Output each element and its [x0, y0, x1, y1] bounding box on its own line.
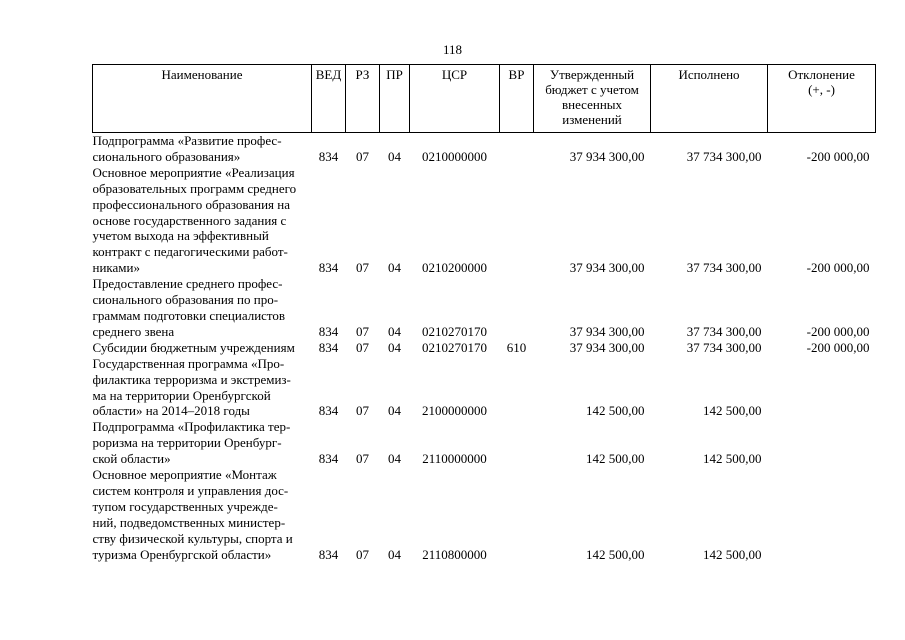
- cell-csr: 0210000000: [422, 148, 487, 164]
- header-executed: Исполнено: [651, 65, 768, 133]
- cell-csr: 2110800000: [422, 546, 487, 562]
- header-csr: ЦСР: [410, 65, 500, 133]
- cell-csr: 2110000000: [422, 451, 487, 467]
- cell-pr: 04: [388, 403, 401, 419]
- header-row: [93, 65, 876, 133]
- cell-name: Основное мероприятие «Реализация образовательных программ среднего профессионального образования на основе государственного задания с учетом выхода на эффективный контракт с педагогическими работ- никами»: [92, 164, 297, 276]
- cell-deviation: -200 000,00: [806, 323, 870, 339]
- cell-csr: 0210200000: [422, 260, 487, 276]
- cell-vr: [500, 133, 534, 165]
- cell-vr: 610: [506, 339, 527, 355]
- cell-ved: 834: [318, 403, 339, 419]
- cell-ved: 834: [318, 451, 339, 467]
- cell-name: Государственная программа «Про- филактика терроризма и экстремиз- ма на территории Оренбургской области» на 2014–2018 годы: [92, 355, 291, 419]
- cell-pr: 04: [388, 260, 401, 276]
- cell-approved: 37 934 300,00: [569, 323, 645, 339]
- table-row: [93, 419, 876, 467]
- cell-csr: 0210270170: [422, 323, 487, 339]
- header-pr: ПР: [380, 65, 410, 133]
- cell-deviation: -200 000,00: [806, 260, 870, 276]
- cell-rz: 07: [356, 546, 369, 562]
- cell-rz: 07: [356, 148, 369, 164]
- cell-executed: 37 734 300,00: [686, 260, 762, 276]
- cell-ved: 834: [318, 260, 339, 276]
- cell-pr: 04: [388, 339, 401, 355]
- cell-executed: 37 734 300,00: [686, 323, 762, 339]
- header-rz: РЗ: [346, 65, 380, 133]
- cell-deviation: [768, 356, 876, 420]
- header-vr: ВР: [500, 65, 534, 133]
- cell-csr: 0210270170: [422, 339, 487, 355]
- cell-deviation: [768, 467, 876, 562]
- header-ved: ВЕД: [312, 65, 346, 133]
- cell-rz: 07: [356, 339, 369, 355]
- cell-name: Предоставление среднего профес- сионального образования по про- граммам подготовки специалистов среднего звена: [92, 276, 286, 339]
- cell-ved: 834: [318, 323, 339, 339]
- cell-vr: [500, 356, 534, 420]
- budget-table: [92, 64, 876, 562]
- cell-name: Основное мероприятие «Монтаж систем контроля и управления дос- тупом государственных учрежде- ний, подведомственных министер- ству физической культуры, спорта и туризма Оренбургской области»: [92, 467, 293, 562]
- cell-executed: 37 734 300,00: [686, 339, 762, 355]
- cell-pr: 04: [388, 323, 401, 339]
- table-header: [93, 65, 876, 133]
- table-row: [93, 467, 876, 562]
- cell-pr: 04: [388, 451, 401, 467]
- cell-ved: 834: [318, 339, 339, 355]
- cell-pr: 04: [388, 546, 401, 562]
- cell-deviation: -200 000,00: [806, 148, 870, 164]
- cell-executed: 142 500,00: [703, 546, 762, 562]
- cell-approved: 37 934 300,00: [569, 339, 645, 355]
- table-row: [93, 276, 876, 340]
- cell-name: Субсидии бюджетным учреждениям: [92, 339, 295, 355]
- cell-approved: 142 500,00: [586, 403, 645, 419]
- cell-name: Подпрограмма «Развитие профес- сионального образования»: [92, 133, 282, 164]
- page-number: 118: [442, 42, 463, 57]
- header-approved: Утвержденный бюджет с учетом внесенных изменений: [534, 65, 651, 133]
- header-name: Наименование: [93, 65, 312, 133]
- table-row: [93, 340, 876, 356]
- table-body: [93, 133, 876, 563]
- cell-pr: 04: [388, 148, 401, 164]
- table-row: [93, 133, 876, 165]
- table-row: [93, 356, 876, 420]
- cell-ved: 834: [318, 148, 339, 164]
- cell-approved: 142 500,00: [586, 546, 645, 562]
- cell-vr: [500, 276, 534, 340]
- cell-csr: 2100000000: [422, 403, 487, 419]
- cell-rz: 07: [356, 323, 369, 339]
- cell-executed: 37 734 300,00: [686, 148, 762, 164]
- cell-rz: 07: [356, 260, 369, 276]
- cell-name: Подпрограмма «Профилактика тер- роризма на территории Оренбург- ской области»: [92, 419, 291, 467]
- cell-rz: 07: [356, 403, 369, 419]
- cell-executed: 142 500,00: [703, 451, 762, 467]
- cell-vr: [500, 467, 534, 562]
- cell-ved: 834: [318, 546, 339, 562]
- cell-deviation: -200 000,00: [806, 339, 870, 355]
- cell-executed: 142 500,00: [703, 403, 762, 419]
- table-row: [93, 165, 876, 276]
- cell-approved: 142 500,00: [586, 451, 645, 467]
- cell-vr: [500, 165, 534, 276]
- cell-approved: 37 934 300,00: [569, 148, 645, 164]
- cell-vr: [500, 419, 534, 467]
- cell-rz: 07: [356, 451, 369, 467]
- header-deviation: Отклонение (+, -): [768, 65, 876, 133]
- cell-deviation: [768, 419, 876, 467]
- cell-approved: 37 934 300,00: [569, 260, 645, 276]
